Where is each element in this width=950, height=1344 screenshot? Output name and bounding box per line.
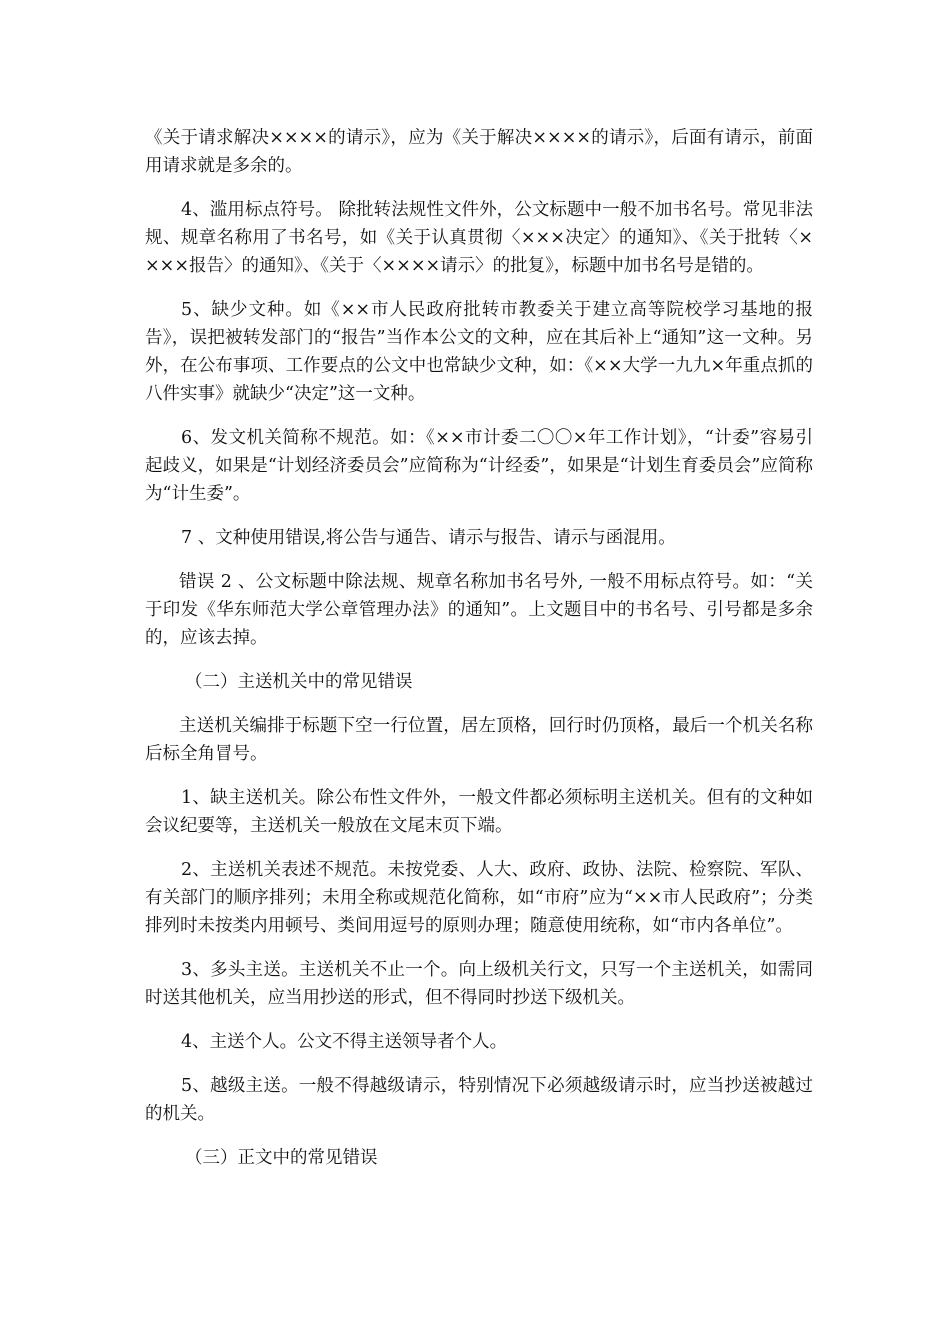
paragraph-recipient-1: 1、缺主送机关。除公布性文件外，一般文件都必须标明主送机关。但有的文种如会议纪要等，主送机关一般放在文尾末页下端。 — [145, 788, 813, 836]
section-heading-2: （二）主送机关中的常见错误 — [185, 672, 413, 692]
section-heading-3: （三）正文中的常见错误 — [185, 1148, 378, 1168]
paragraph-item-4: 4、滥用标点符号。 除批转法规性文件外，公文标题中一般不加书名号。常见非法规、规章名称用了书名号，如《关于认真贯彻〈×××决定〉的通知》、《关于批转〈××××报告〉的通知》、《关于〈××××请示〉的批复》，标题中加书名号是错的。 — [145, 200, 813, 276]
document-body — [145, 124, 813, 1188]
paragraph-recipient-4: 4、主送个人。公文不得主送领导者个人。 — [181, 1032, 508, 1052]
paragraph-continuation: 《关于请求解决××××的请示》，应为《关于解决××××的请示》，后面有请示，前面用请求就是多余的。 — [145, 128, 813, 176]
paragraph-item-6: 6、发文机关简称不规范。如：《××市计委二〇〇×年工作计划》，“计委”容易引起歧义，如果是“计划经济委员会”应简称为“计经委”，如果是“计划生育委员会”应简称为“计生委”。 — [145, 428, 813, 504]
paragraph-recipient-intro: 主送机关编排于标题下空一行位置，居左顶格，回行时仍顶格，最后一个机关名称后标全角冒号。 — [145, 716, 813, 764]
paragraph-recipient-3: 3、多头主送。主送机关不止一个。向上级机关行文，只写一个主送机关，如需同时送其他机关，应当用抄送的形式，但不得同时抄送下级机关。 — [145, 960, 813, 1008]
paragraph-item-7: 7 、文种使用错误,将公告与通告、请示与报告、请示与函混用。 — [181, 528, 676, 548]
paragraph-error-2: 错误 2 、公文标题中除法规、规章名称加书名号外, 一般不用标点符号。如：“关于印发《华东师范大学公章管理办法》的通知”。上文题目中的书名号、引号都是多余的，应该去掉。 — [145, 572, 813, 648]
paragraph-item-5: 5、缺少文种。如《××市人民政府批转市教委关于建立高等院校学习基地的报告》，误把被转发部门的“报告”当作本公文的文种，应在其后补上“通知”这一文种。另外，在公布事项、工作要点的公文中也常缺少文种，如：《××大学一九九×年重点抓的八件实事》就缺少“决定”这一文种。 — [145, 300, 813, 404]
paragraph-recipient-2: 2、主送机关表述不规范。未按党委、人大、政府、政协、法院、检察院、军队、有关部门的顺序排列；未用全称或规范化简称，如“市府”应为“××市人民政府”；分类排列时未按类内用顿号、类间用逗号的原则办理；随意使用统称，如“市内各单位”。 — [145, 860, 813, 936]
paragraph-recipient-5: 5、越级主送。一般不得越级请示，特别情况下必须越级请示时，应当抄送被越过的机关。 — [145, 1076, 813, 1124]
